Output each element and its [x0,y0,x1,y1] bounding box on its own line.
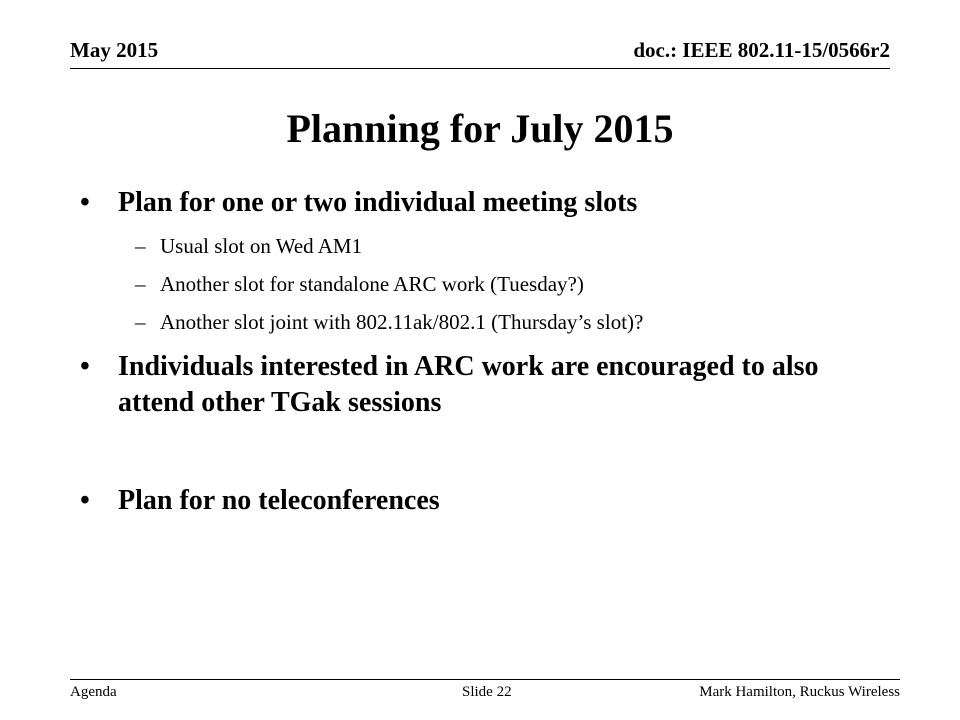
bullet-list [80,185,900,519]
header-divider [70,68,890,69]
sub-bullet-text: Usual slot on Wed AM1 [160,234,363,258]
sub-bullet-mark: – [135,272,146,296]
sub-bullet-text: Another slot for standalone ARC work (Tuesday?) [160,272,584,296]
footer-author: Mark Hamilton, Ruckus Wireless [699,684,900,700]
sub-bullet-item [80,309,900,335]
bullet-item [80,185,900,221]
bullet-item [80,483,900,519]
bullet-text: Plan for no teleconferences [118,485,440,516]
bullet-mark: • [80,351,90,382]
bullet-mark: • [80,485,90,516]
sub-bullet-item [80,271,900,297]
footer-divider [70,679,900,680]
bullet-item [80,349,900,421]
slide-title: Planning for July 2015 [286,106,674,151]
sub-bullet-mark: – [135,310,146,334]
footer-slide-number: Slide 22 [462,684,512,700]
bullet-mark: • [80,187,90,218]
header-doc-id: doc.: IEEE 802.11-15/0566r2 [633,38,890,62]
sub-bullet-mark: – [135,234,146,258]
sub-bullet-item [80,233,900,259]
bullet-text: Plan for one or two individual meeting slots [118,187,638,218]
sub-bullet-text: Another slot joint with 802.11ak/802.1 (Thursday’s slot)? [160,310,644,334]
bullet-text: Individuals interested in ARC work are encouraged to also attend other TGak sessions [118,351,819,418]
footer-section: Agenda [70,684,117,700]
header-date: May 2015 [70,38,159,62]
